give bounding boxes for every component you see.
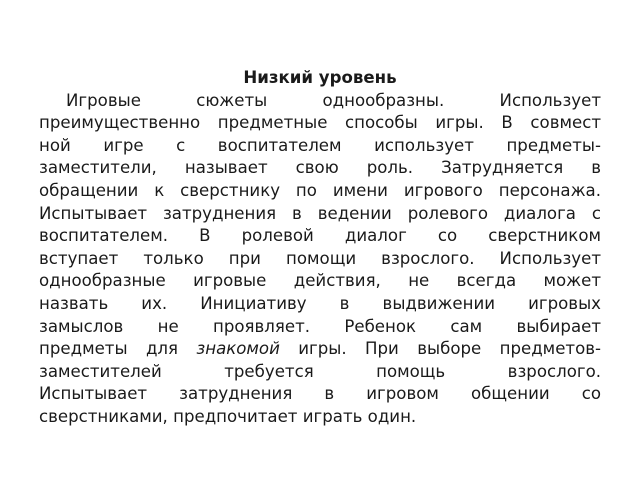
paragraph-line: вступает только при помощи взрослого. Использует <box>39 248 601 268</box>
paragraph-line: ной игре с воспитателем использует предметы- <box>39 135 601 155</box>
paragraph-line: Игровые сюжеты однообразны. Использует <box>66 90 601 110</box>
paragraph-line: назвать их. Инициативу в выдвижении игровых <box>39 293 601 313</box>
paragraph-line: Испытывает затруднения в ведении ролевого диалога с <box>39 203 601 223</box>
paragraph-line: преимущественно предметные способы игры. В совмест <box>39 113 601 133</box>
paragraph-line: обращении к сверстнику по имени игрового персонажа. <box>39 180 601 200</box>
emphasized-word: знакомой <box>196 339 280 359</box>
line-text-after-emphasis: игры. При выборе предметов- <box>279 339 601 359</box>
paragraph-line: замыслов не проявляет. Ребенок сам выбирает <box>39 316 601 336</box>
section-heading: Низкий уровень <box>243 68 397 87</box>
document-content <box>39 67 601 429</box>
paragraph-line: заместителей требуется помощь взрослого. <box>39 361 601 381</box>
paragraph-line: сверстниками, предпочитает играть один. <box>39 406 417 426</box>
paragraph-line: однообразные игровые действия, не всегда может <box>39 271 601 291</box>
paragraph-line: воспитателем. В ролевой диалог со сверстником <box>39 226 601 246</box>
body-paragraph <box>39 90 601 429</box>
paragraph-line-with-emphasis <box>39 338 601 361</box>
line-text-before-emphasis: предметы для <box>39 339 197 359</box>
paragraph-line: Испытывает затруднения в игровом общении со <box>39 384 601 404</box>
paragraph-line: заместители, называет свою роль. Затрудняется в <box>39 158 601 178</box>
